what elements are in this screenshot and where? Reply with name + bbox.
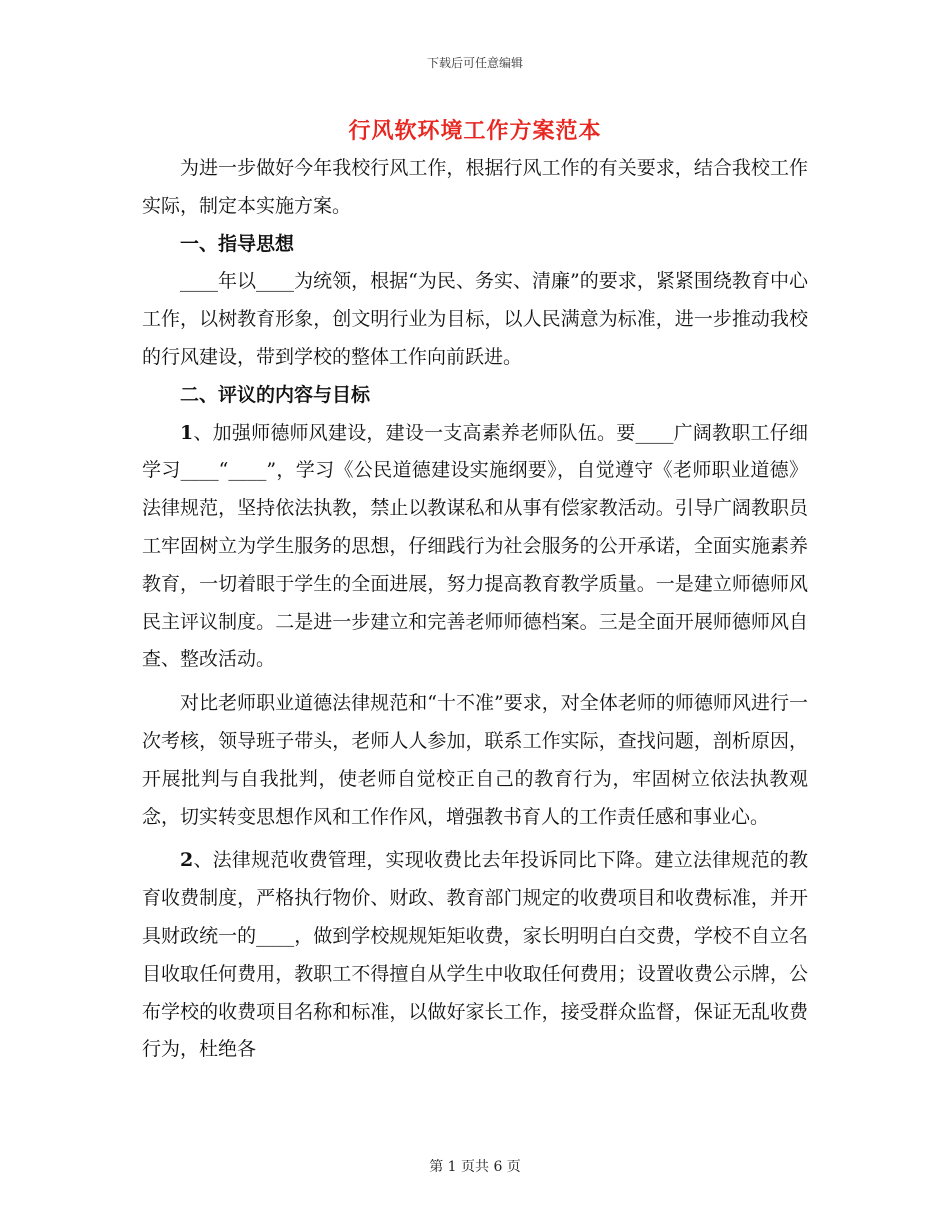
item-1-text: 、加强师德师风建设，建设一支高素养老师队伍。要____广阔教职工仔细学习____“____”，学习《公民道德建设实施纲要》，自觉遵守《老师职业道德》法律规范，坚持依法执教，禁止以教谋私和从事有偿家教活动。引导广阔教职员工牢固树立为学生服务的思想，仔细践行为社会服务的公开承诺，全面实施素养教育，一切着眼于学生的全面进展，努力提高教育教学质量。一是建立师德师风民主评议制度。二是进一步建立和完善老师师德档案。三是全面开展师德师风自查、整改活动。 (142, 421, 808, 671)
item-1-paragraph (142, 415, 808, 680)
intro-paragraph: 为进一步做好今年我校行风工作，根据行风工作的有关要求，结合我校工作实际，制定本实施方案。 (142, 157, 808, 217)
document-title: 行风软环境工作方案范本 (348, 118, 602, 144)
item-2-paragraph (142, 842, 808, 1069)
guiding-thought-paragraph: ____年以____为统领，根据“为民、务实、清廉”的要求，紧紧围绕教育中心工作，以树教育形象，创文明行业为目标，以人民满意为标准，进一步推动我校的行风建设，带到学校的整体工作向前跃进。 (142, 270, 808, 368)
header-note: 下载后可任意编辑 (426, 56, 523, 70)
item-1-number: 1 (180, 421, 194, 444)
comparison-paragraph: 对比老师职业道德法律规范和“十不准”要求，对全体老师的师德师风进行一次考核，领导班子带头，老师人人参加，联系工作实际，查找问题，剖析原因，开展批判与自我批判，使老师自觉校正自己的教育行为，牢固树立依法执教观念，切实转变思想作风和工作作风，增强教书育人的工作责任感和事业心。 (142, 692, 808, 828)
item-2-number: 2 (180, 849, 194, 872)
item-2-text: 、法律规范收费管理，实现收费比去年投诉同比下降。建立法律规范的教育收费制度，严格执行物价、财政、教育部门规定的收费项目和收费标准，并开具财政统一的____，做到学校规规矩矩收费，家长明明白白交费，学校不自立名目收取任何费用，教职工不得擅自从学生中收取任何费用；设置收费公示牌，公布学校的收费项目名称和标准，以做好家长工作，接受群众监督，保证无乱收费行为，杜绝各 (142, 849, 808, 1061)
document-body (142, 150, 808, 1069)
page-footer: 第 1 页共 6 页 (429, 1159, 521, 1175)
section-heading-content-goals: 二、评议的内容与目标 (180, 383, 371, 406)
section-heading-guiding-thought: 一、指导思想 (180, 232, 295, 255)
